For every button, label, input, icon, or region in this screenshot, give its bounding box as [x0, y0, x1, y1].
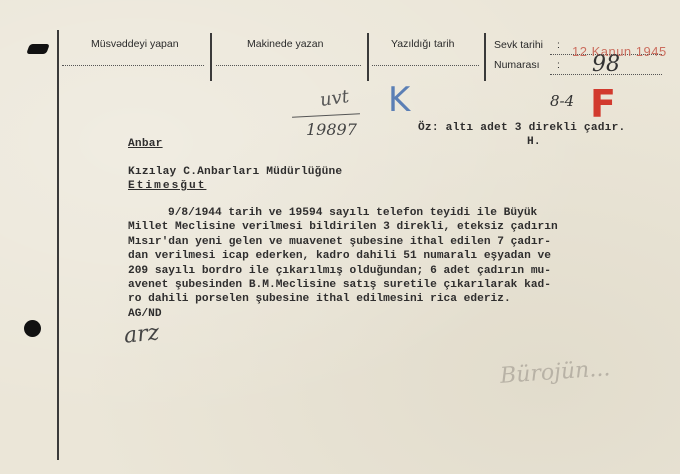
recipient-line-1: Kızılay C.Anbarları Müdürlüğüne: [128, 166, 343, 178]
body-line: 9/8/1944 tarih ve 19594 sayılı telefon teyidi ile Büyük: [168, 207, 538, 219]
header-label-dispatch-date: Sevk tarihi: [494, 39, 544, 51]
body-line: Millet Meclisine verilmesi bildirilen 3 direkli, eteksiz çadırın: [128, 221, 558, 234]
header-divider-2: [367, 33, 369, 81]
header-label-written-date: Yazıldığı tarih: [391, 38, 455, 50]
header-colon: :: [557, 39, 560, 51]
signature-right: Bürojün...: [499, 356, 611, 389]
punch-hole-top: [26, 44, 50, 54]
punch-hole-bottom: [24, 320, 41, 337]
recipient-line-2: Etimesğut: [128, 180, 207, 192]
handwritten-number: 98: [592, 52, 620, 77]
header-label-number: Numarası: [494, 59, 540, 71]
dispatch-date-stamp: 12 Kanun 1945: [572, 44, 667, 59]
header-dotline-3: [372, 65, 479, 66]
body-line: dan verilmesi icap ederken, kadro dahili 51 numaralı eşyadan ve: [128, 250, 551, 263]
body-line: 209 sayılı bordro ile çıkarılmış olduğundan; 6 adet çadırın mu-: [128, 264, 551, 277]
subject-line: Öz: altı adet 3 direkli çadır.: [418, 122, 626, 134]
header-label-draft-author: Müsvəddeyi yapan: [91, 38, 179, 50]
letter-body: [128, 206, 558, 321]
red-pencil-mark: F: [590, 82, 616, 126]
header-divider-3: [484, 33, 486, 81]
body-line: avenet şubesinden B.M.Meclisine satış suretile çıkarılarak kad-: [128, 279, 551, 292]
body-line: Mısır'dan yeni gelen ve muavenet şubesine ithal edilen 7 çadır-: [128, 235, 551, 248]
header-label-typist: Makinede yazan: [247, 38, 324, 50]
signature-left: arz: [122, 320, 161, 349]
pencil-registry-number: 19897: [306, 120, 357, 139]
reference-note: 8-4: [550, 92, 575, 110]
header-dotline-2: [216, 65, 361, 66]
subject-h: H.: [527, 136, 541, 148]
pencil-underline: [292, 113, 360, 118]
margin-line: [57, 30, 59, 460]
body-line: ro dahili porselen şubesine ithal edilmesini rica ederiz.: [128, 293, 511, 306]
typist-initials: AG/ND: [128, 307, 162, 320]
department-name: Anbar: [128, 138, 163, 150]
pencil-note-top: uvt: [318, 86, 351, 111]
header-dotline-1: [62, 65, 204, 66]
blue-pencil-mark: K: [388, 80, 411, 120]
header-divider-1: [210, 33, 212, 81]
header-colon-2: :: [557, 59, 560, 71]
